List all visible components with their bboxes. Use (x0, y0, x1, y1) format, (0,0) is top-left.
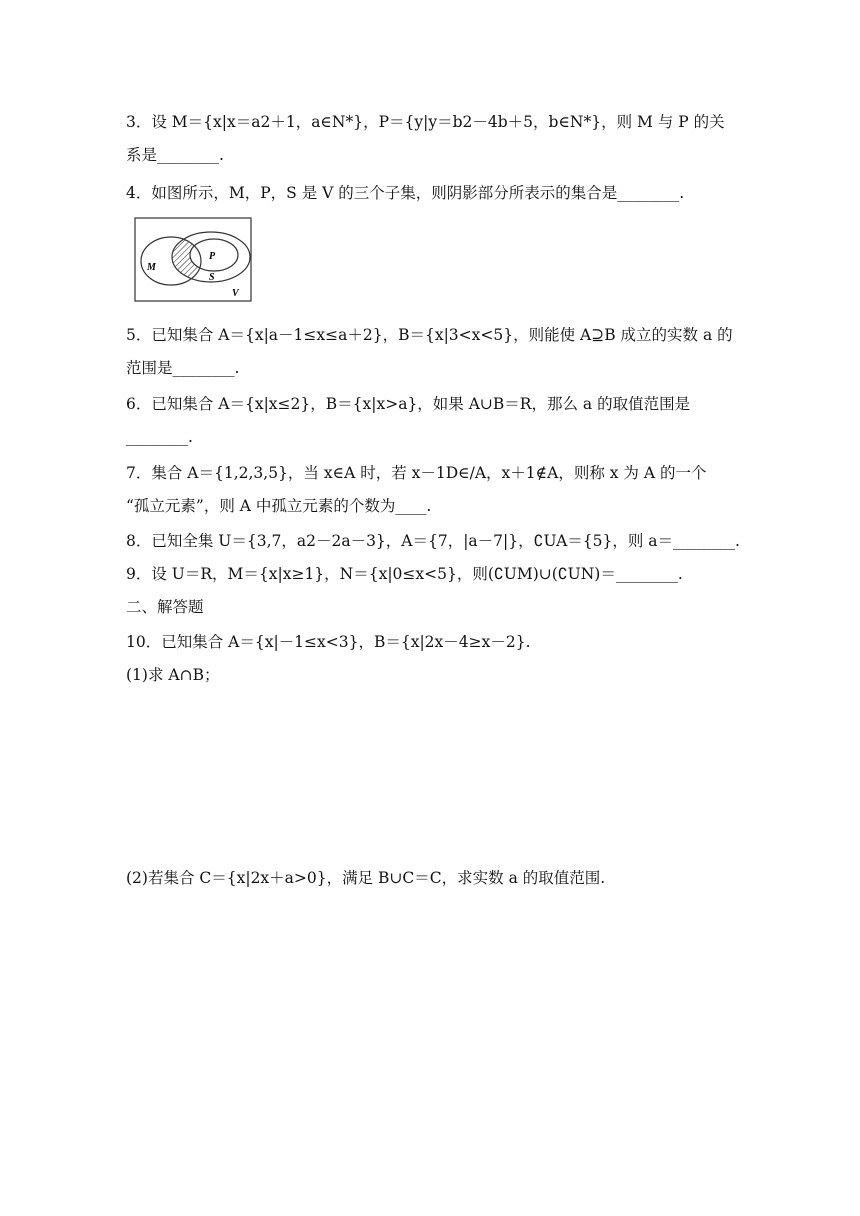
q7-line-2: “孤立元素”，则 A 中孤立元素的个数为____. (126, 497, 432, 515)
q10-part2: (2)若集合 C＝{x|2x＋a>0}，满足 B∪C＝C，求实数 a 的取值范围. (126, 869, 606, 887)
q7-line-1: 7．集合 A＝{1,2,3,5}，当 x∈A 时，若 x－1D∈/A，x＋1∉A，则称 x 为 A 的一个 (126, 464, 707, 482)
label-s: S (209, 272, 215, 283)
q3-line-1: 3．设 M＝{x|x＝a2＋1，a∈N*}，P＝{y|y＝b2－4b＋5，b∈N*}，则 M 与 P 的关 (126, 113, 725, 131)
label-m: M (147, 262, 156, 273)
label-p: P (209, 251, 216, 262)
q10-part1: (1)求 A∩B； (126, 666, 220, 684)
q10-line: 10．已知集合 A＝{x|－1≤x<3}，B＝{x|2x－4≥x－2}. (126, 633, 531, 651)
venn-diagram (134, 217, 254, 307)
q5-line-1: 5．已知集合 A＝{x|a－1≤x≤a＋2}，B＝{x|3<x<5}，则能使 A⊇B 成立的实数 a 的 (126, 326, 733, 344)
q6-line-2: ________. (126, 428, 193, 446)
q9-line: 9．设 U＝R，M＝{x|x≥1}，N＝{x|0≤x<5}，则(∁UM)∪(∁UN)＝________. (126, 565, 683, 583)
section-heading: 二、解答题 (126, 598, 204, 616)
q8-line: 8．已知全集 U＝{3,7，a2－2a－3}，A＝{7，|a－7|}，∁UA＝{5}，则 a＝________. (126, 532, 740, 550)
q3-line-2: 系是________. (126, 146, 224, 164)
label-v: V (232, 288, 239, 299)
q6-line-1: 6．已知集合 A＝{x|x≤2}，B＝{x|x>a}，如果 A∪B＝R，那么 a 的取值范围是 (126, 395, 691, 413)
q4-line: 4．如图所示，M，P，S 是 V 的三个子集，则阴影部分所表示的集合是________. (126, 184, 685, 202)
venn-svg (134, 217, 254, 303)
q5-line-2: 范围是________. (126, 359, 240, 377)
